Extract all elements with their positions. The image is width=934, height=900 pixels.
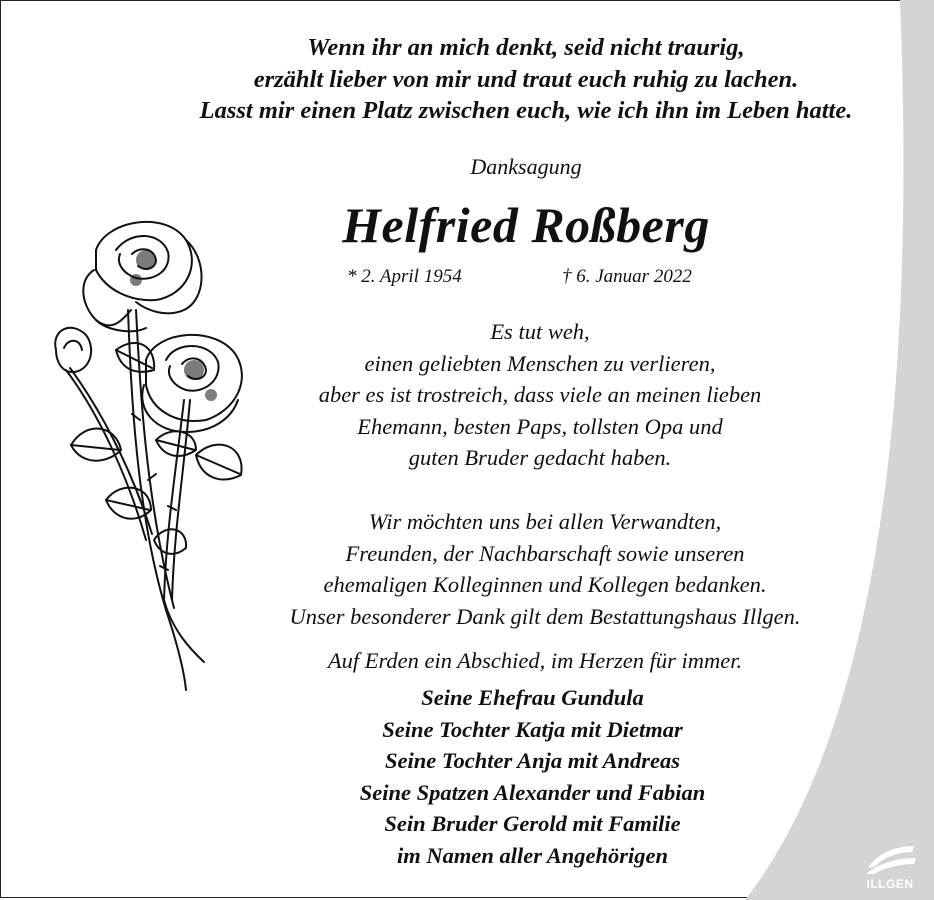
motto-line: Wenn ihr an mich denkt, seid nicht traurig, xyxy=(307,34,745,61)
illgen-logo-text: ILLGEN xyxy=(866,877,914,891)
motto-verse xyxy=(120,32,932,127)
family-line: Seine Tochter Anja mit Andreas xyxy=(384,748,681,774)
farewell-line: Auf Erden ein Abschied, im Herzen für immer. xyxy=(327,648,743,673)
message-block-thanks xyxy=(160,506,930,632)
family-line: Seine Ehefrau Gundula xyxy=(421,685,644,710)
message-line: einen geliebten Menschen zu verlieren, xyxy=(364,350,716,376)
family-line: Seine Spatzen Alexander und Fabian xyxy=(359,779,706,805)
rose-illustration xyxy=(36,210,256,700)
message-line: Wir möchten uns bei allen Verwandten, xyxy=(368,509,722,534)
family-line: im Namen aller Angehörigen xyxy=(396,842,669,868)
message-line: ehemaligen Kolleginnen und Kollegen bedanken. xyxy=(323,572,767,597)
message-line: aber es ist trostreich, dass viele an meinen lieben xyxy=(318,382,762,407)
message-line: Unser besonderer Dank gilt dem Bestattungshaus Illgen. xyxy=(289,603,801,629)
death-date: † 6. Januar 2022 xyxy=(562,266,692,287)
message-block-grief xyxy=(160,316,920,474)
birth-date: * 2. April 1954 xyxy=(347,266,462,287)
family-signatures xyxy=(160,682,905,872)
deceased-name: Helfried Roßberg xyxy=(342,197,710,253)
motto-line: Lasst mir einen Platz zwischen euch, wie ich ihn im Leben hatte. xyxy=(199,97,853,124)
family-line: Seine Tochter Katja mit Dietmar xyxy=(382,716,683,742)
message-line: guten Bruder gedacht haben. xyxy=(408,445,672,470)
family-line: Sein Bruder Gerold mit Familie xyxy=(384,811,681,837)
message-line: Freunden, der Nachbarschaft sowie unseren xyxy=(345,540,745,566)
message-line: Es tut weh, xyxy=(490,319,590,344)
motto-line: erzählt lieber von mir und traut euch ruhig zu lachen. xyxy=(253,65,799,93)
thanks-title: Danksagung xyxy=(470,154,582,179)
message-line: Ehemann, besten Paps, tollsten Opa und xyxy=(357,413,723,439)
